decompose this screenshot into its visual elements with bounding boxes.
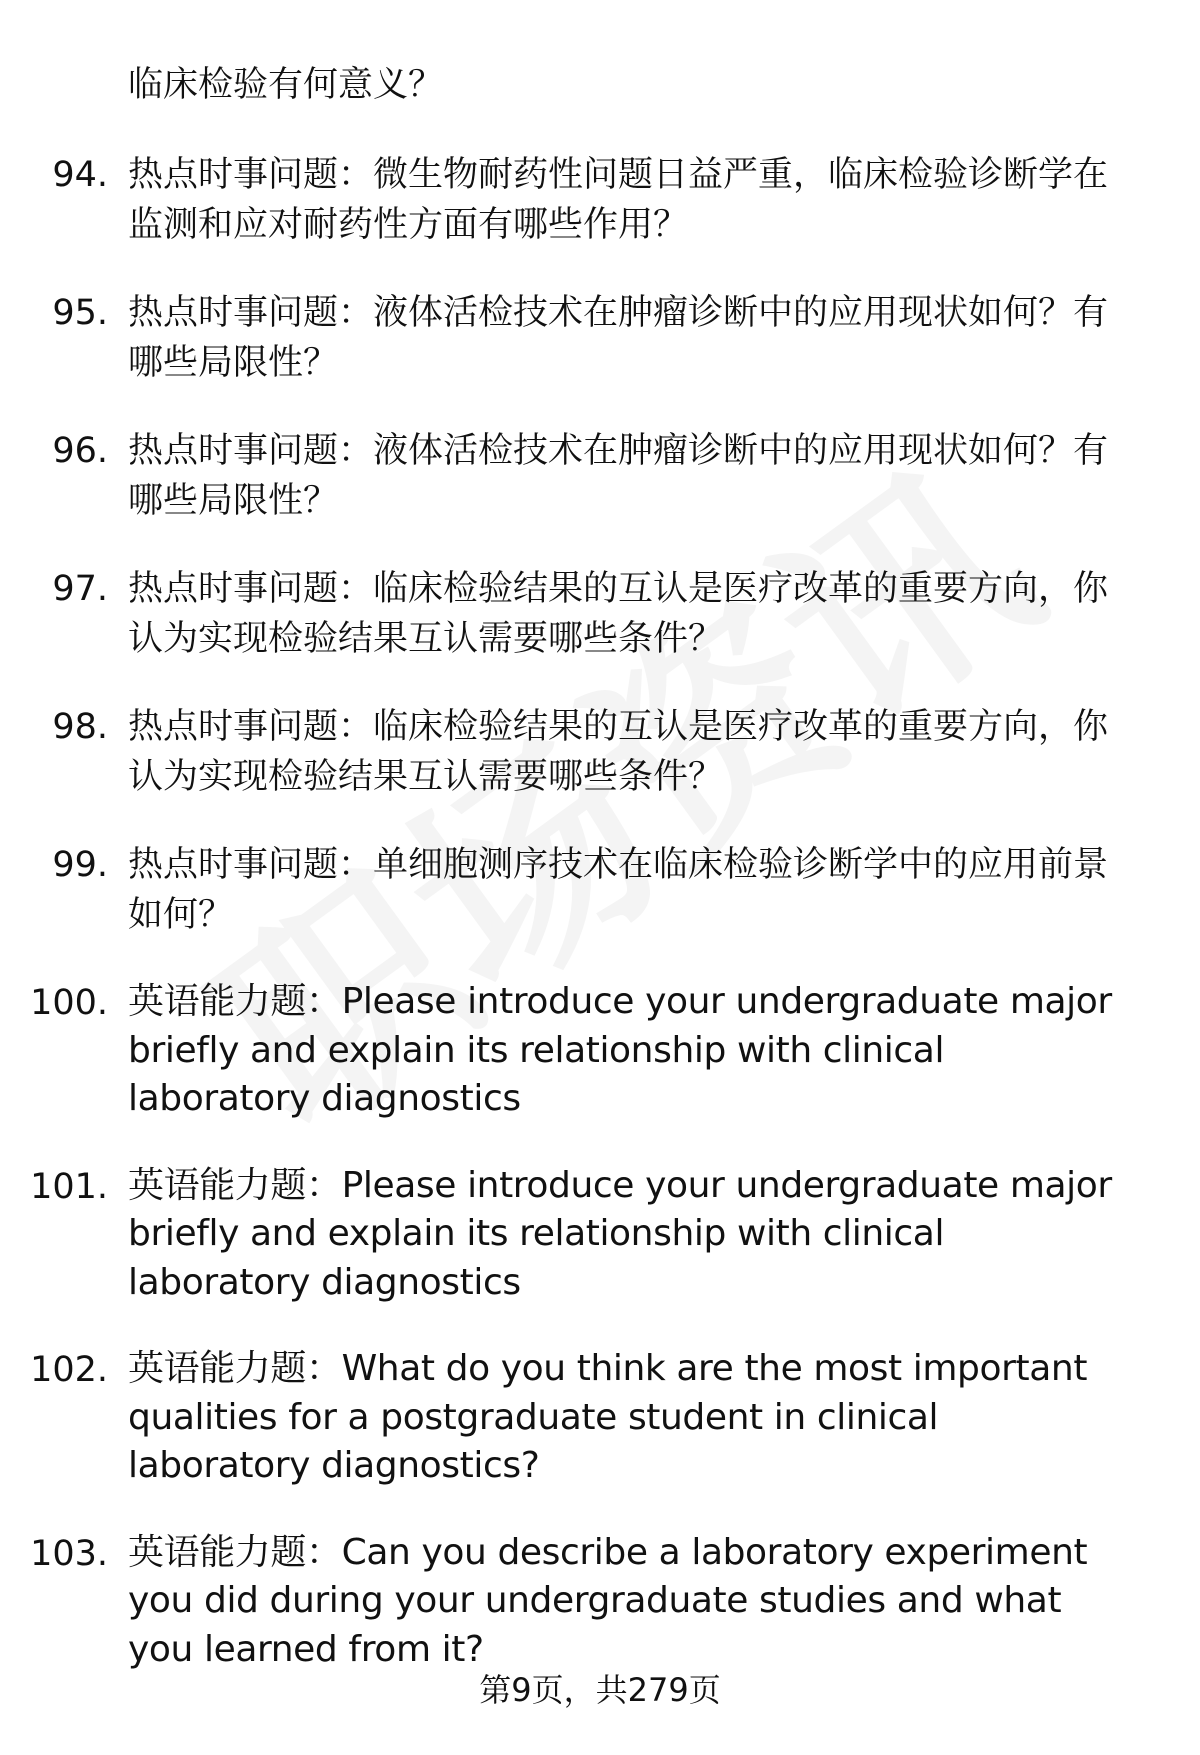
question-text: 热点时事问题：临床检验结果的互认是医疗改革的重要方向，你认为实现检验结果互认需要哪些条件？ bbox=[128, 569, 1109, 659]
question-text: 英语能力题：Please introduce your undergraduate major briefly and explain its relationship with clinical laboratory diagnostics bbox=[128, 1164, 1112, 1303]
question-item bbox=[0, 150, 1200, 250]
question-continuation bbox=[0, 60, 1200, 110]
question-text: 英语能力题：Can you describe a laboratory experiment you did during your undergraduate studies and what you learned from it? bbox=[128, 1531, 1088, 1670]
question-number: 98. bbox=[52, 707, 108, 747]
question-number: 103. bbox=[30, 1533, 108, 1574]
question-number: 95. bbox=[52, 293, 108, 333]
question-number: 100. bbox=[30, 983, 108, 1023]
question-item bbox=[0, 288, 1200, 388]
question-text: 临床检验有何意义？ bbox=[128, 65, 444, 105]
question-number: 99. bbox=[52, 845, 108, 885]
question-item bbox=[0, 1345, 1200, 1491]
page-footer: 第9页，共279页 bbox=[479, 1671, 721, 1709]
question-text: 英语能力题：Please introduce your undergraduate major briefly and explain its relationship with clinical laboratory diagnostics bbox=[128, 981, 1112, 1119]
question-text: 热点时事问题：液体活检技术在肿瘤诊断中的应用现状如何？有哪些局限性？ bbox=[128, 293, 1109, 383]
question-item bbox=[0, 840, 1200, 940]
question-number: 96. bbox=[52, 431, 108, 471]
question-item bbox=[0, 564, 1200, 664]
question-text: 热点时事问题：临床检验结果的互认是医疗改革的重要方向，你认为实现检验结果互认需要哪些条件？ bbox=[128, 707, 1109, 797]
question-item bbox=[0, 426, 1200, 526]
question-text: 热点时事问题：单细胞测序技术在临床检验诊断学中的应用前景如何？ bbox=[128, 845, 1109, 935]
question-text: 英语能力题：What do you think are the most important qualities for a postgraduate student in clinical laboratory diagnostics? bbox=[128, 1348, 1088, 1486]
question-item bbox=[0, 702, 1200, 802]
question-item bbox=[0, 978, 1200, 1124]
question-item bbox=[0, 1162, 1200, 1308]
question-number: 101. bbox=[30, 1166, 108, 1207]
question-text: 热点时事问题：液体活检技术在肿瘤诊断中的应用现状如何？有哪些局限性？ bbox=[128, 431, 1109, 521]
question-number: 94. bbox=[52, 155, 108, 195]
question-list bbox=[0, 60, 1200, 1712]
question-text: 热点时事问题：微生物耐药性问题日益严重，临床检验诊断学在监测和应对耐药性方面有哪些作用？ bbox=[128, 155, 1109, 245]
question-number: 102. bbox=[30, 1350, 108, 1390]
question-item bbox=[0, 1529, 1200, 1675]
question-number: 97. bbox=[52, 569, 108, 609]
